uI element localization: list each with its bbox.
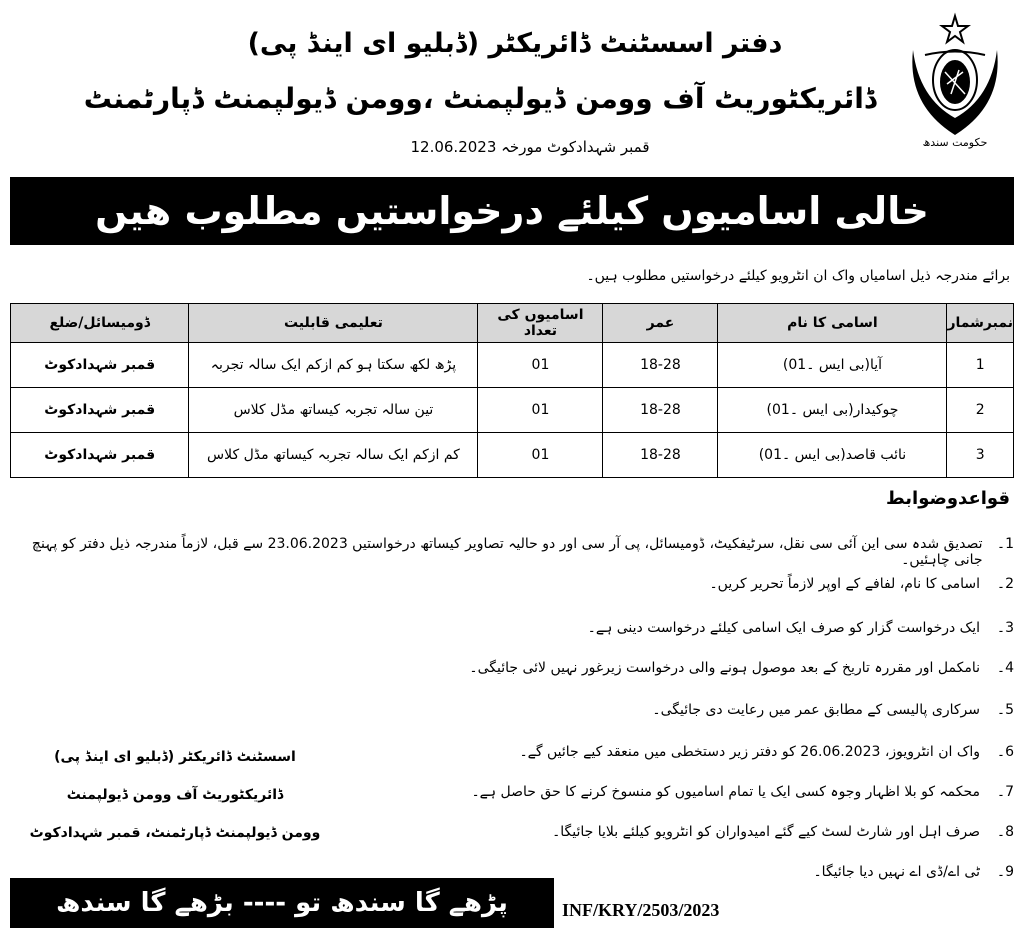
- rule-text: نامکمل اور مقررہ تاریخ کے بعد موصول ہونے والی درخواست زیرغور نہیں لائی جائیگی۔: [469, 660, 980, 676]
- directorate-title: ڈائریکٹوریٹ آف وومن ڈیولپمنٹ ،وومن ڈیولپمنٹ ڈپارٹمنٹ: [83, 82, 877, 115]
- col-qualification: تعلیمی قابلیت: [189, 304, 478, 343]
- rule-text: واک ان انٹرویوز، 26.06.2023 کو دفتر زیر دستخطی میں منعقد کیے جائیں گے۔: [519, 744, 980, 760]
- rule-text: صرف اہل اور شارٹ لسٹ کیے گئے امیدواران کو انٹرویو کیلئے بلایا جائیگا۔: [552, 824, 980, 840]
- rule-number: 3۔: [996, 620, 1014, 636]
- rule-number: 5۔: [996, 702, 1014, 718]
- cell-domicile: قمبر شہدادکوٹ: [11, 343, 189, 388]
- seal-text: حکومت سندھ: [922, 136, 988, 149]
- cell-serial: 1: [947, 343, 1014, 388]
- sindh-government-seal-icon: [895, 10, 1015, 150]
- col-age: عمر: [603, 304, 718, 343]
- cell-age: 18-28: [603, 343, 718, 388]
- cell-qualification: تین سالہ تجربہ کیساتھ مڈل کلاس: [189, 388, 478, 433]
- signature-department: وومن ڈیولپمنٹ ڈپارٹمنٹ، قمبر شہدادکوٹ: [29, 825, 321, 841]
- signature-block: [10, 738, 340, 852]
- cell-domicile: قمبر شہدادکوٹ: [11, 433, 189, 478]
- rule-text: سرکاری پالیسی کے مطابق عمر میں رعایت دی جائیگی۔: [652, 702, 980, 718]
- rule-text: ٹی اے/ڈی اے نہیں دیا جائیگا۔: [813, 864, 980, 880]
- signature-designation: اسسٹنٹ ڈائریکٹر (ڈبلیو ای اینڈ پی): [54, 749, 296, 765]
- table-row: [11, 343, 1014, 388]
- date-line: قمبر شہدادکوٹ مورخہ 12.06.2023: [410, 138, 650, 156]
- rule-item: [374, 744, 1014, 778]
- rule-number: 6۔: [996, 744, 1014, 760]
- cell-post-count: 01: [478, 433, 603, 478]
- cell-post-name: آیا(بی ایس ۔01): [718, 343, 947, 388]
- cell-post-name: نائب قاصد(بی ایس ۔01): [718, 433, 947, 478]
- rule-item: [374, 660, 1014, 694]
- rule-number: 7۔: [996, 784, 1014, 800]
- rule-text: تصدیق شدہ سی این آئی سی نقل، سرٹیفکیٹ، ڈومیسائل، پی آر سی اور دو حالیہ تصاویر کیساتھ درخواستیں 23.06.2023 سے قبل، لازماً مندرجہ ذیل دفتر کو پہنچ جانی چاہئیں۔: [31, 536, 983, 568]
- rule-text: ایک درخواست گزار کو صرف ایک اسامی کیلئے درخواست دینی ہے۔: [587, 620, 980, 636]
- rule-number: 1۔: [996, 536, 1014, 552]
- cell-qualification: پڑھ لکھ سکتا ہو کم ازکم ایک سالہ تجربہ: [189, 343, 478, 388]
- cell-serial: 3: [947, 433, 1014, 478]
- rule-number: 8۔: [996, 824, 1014, 840]
- rule-text: محکمہ کو بلا اظہار وجوہ کسی ایک یا تمام اسامیوں کو منسوخ کرنے کا حق حاصل ہے۔: [471, 784, 980, 800]
- vacancy-table: [10, 303, 1014, 478]
- col-post-name: اسامی کا نام: [718, 304, 947, 343]
- rule-item: [574, 864, 1014, 898]
- intro-text: برائے مندرجہ ذیل اسامیاں واک ان انٹرویو کیلئے درخواستیں مطلوب ہیں۔: [586, 268, 1010, 284]
- table-header-row: [11, 304, 1014, 343]
- signature-directorate: ڈائریکٹوریٹ آف وومن ڈیولپمنٹ: [66, 787, 284, 803]
- cell-serial: 2: [947, 388, 1014, 433]
- office-title: دفتر اسسٹنٹ ڈائریکٹر (ڈبلیو ای اینڈ پی): [247, 28, 783, 59]
- col-domicile: ڈومیسائل/ضلع: [11, 304, 189, 343]
- rule-item: [24, 536, 1014, 570]
- slogan-banner: پڑھے گا سندھ تو ---- بڑھے گا سندھ: [10, 878, 554, 928]
- rule-item: [374, 824, 1014, 858]
- cell-age: 18-28: [603, 388, 718, 433]
- cell-post-count: 01: [478, 343, 603, 388]
- table-row: [11, 388, 1014, 433]
- cell-age: 18-28: [603, 433, 718, 478]
- rule-text: اسامی کا نام، لفافے کے اوپر لازماً تحریر کریں۔: [709, 576, 980, 592]
- rule-item: [374, 702, 1014, 736]
- vacancy-banner: خالی اسامیوں کیلئے درخواستیں مطلوب ھیں: [10, 177, 1014, 245]
- col-post-count: اسامیوں کی تعداد: [478, 304, 603, 343]
- table-row: [11, 433, 1014, 478]
- rules-title: قواعدوضوابط: [885, 488, 1010, 509]
- rule-item: [374, 620, 1014, 654]
- rule-number: 2۔: [996, 576, 1014, 592]
- cell-post-count: 01: [478, 388, 603, 433]
- rule-item: [374, 576, 1014, 610]
- cell-qualification: کم ازکم ایک سالہ تجربہ کیساتھ مڈل کلاس: [189, 433, 478, 478]
- col-serial: نمبرشمار: [947, 304, 1014, 343]
- rule-number: 4۔: [996, 660, 1014, 676]
- rule-number: 9۔: [996, 864, 1014, 880]
- cell-post-name: چوکیدار(بی ایس ۔01): [718, 388, 947, 433]
- reference-number: INF/KRY/2503/2023: [562, 900, 720, 920]
- rule-item: [374, 784, 1014, 818]
- cell-domicile: قمبر شہدادکوٹ: [11, 388, 189, 433]
